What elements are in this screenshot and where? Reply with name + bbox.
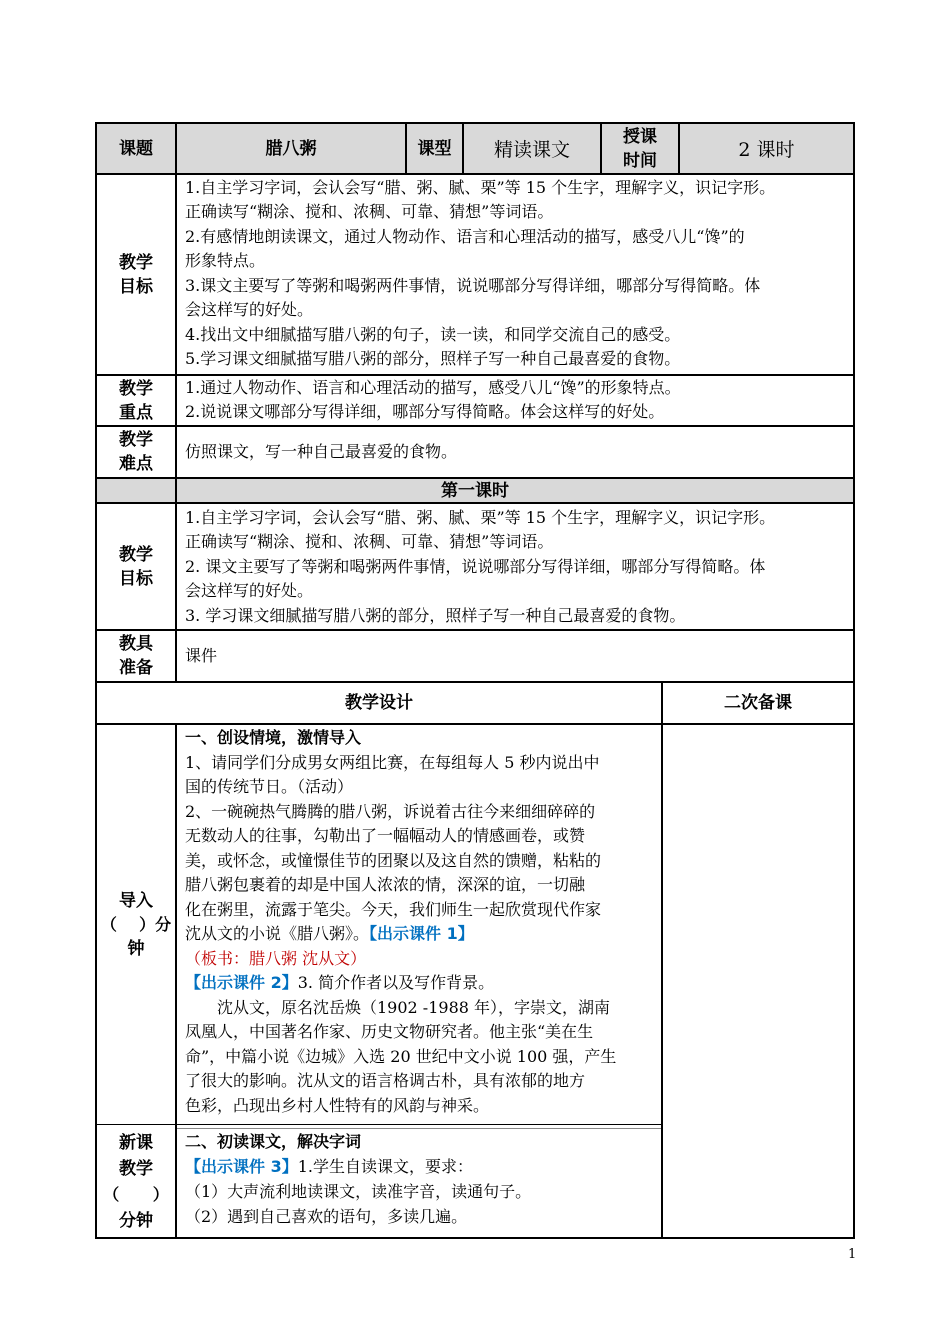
topic-label: 课题 bbox=[119, 138, 153, 159]
newlesson-heading: 二、初读课文，解决字词 bbox=[185, 1132, 362, 1151]
intro-label-line3: 钟 bbox=[127, 938, 145, 959]
topic-value: 腊八粥 bbox=[265, 138, 317, 159]
newlesson-req-2: （2）遇到自己喜欢的语句，多读几遍。 bbox=[185, 1207, 468, 1226]
goal-line-5: 3.课文主要写了等粥和喝粥两件事情，说说哪部分写得详细，哪部分写得简略。体 bbox=[185, 276, 761, 295]
page-number: 1 bbox=[848, 1247, 857, 1262]
difficulty-label bbox=[97, 427, 175, 477]
courseware-1-tag: 【出示课件 1】 bbox=[369, 924, 474, 943]
intro-label-line1: 导入 bbox=[119, 890, 153, 911]
newlesson-item1: 1.学生自读课文，要求： bbox=[297, 1157, 473, 1176]
intro-item3: 3. 简介作者以及写作背景。 bbox=[297, 973, 495, 992]
goal-line-4: 形象特点。 bbox=[185, 251, 266, 270]
newlesson-label-line3: （ ） bbox=[103, 1184, 169, 1204]
intro-label-line2: （ ）分 bbox=[100, 914, 172, 934]
hours-value: 2 课时 bbox=[738, 139, 795, 161]
difficulty-label-line2: 难点 bbox=[119, 454, 153, 474]
intro-p1-line-1: 1、请同学们分成男女两组比赛，在每组每人 5 秒内说出中 bbox=[185, 753, 600, 772]
difficulty-label-line1: 教学 bbox=[119, 430, 153, 450]
goals-label-line2: 目标 bbox=[119, 276, 153, 297]
intro-p2-line-3: 美，或怀念，或憧憬佳节的团聚以及这自然的馈赠，粘粘的 bbox=[185, 851, 602, 870]
keypoints-label bbox=[97, 376, 175, 425]
goal-line-6: 会这样写的好处。 bbox=[185, 300, 314, 319]
first-lesson-title: 第一课时 bbox=[441, 480, 509, 501]
intro-heading: 一、创设情境，激情导入 bbox=[185, 728, 362, 747]
first-goals-label bbox=[97, 504, 175, 629]
type-value: 精读课文 bbox=[493, 139, 570, 161]
intro-p2-line-2: 无数动人的往事，勾勒出了一幅幅动人的情感画卷，或赞 bbox=[185, 826, 586, 845]
goal-line-7: 4.找出文中细腻描写腊八粥的句子，读一读，和同学交流自己的感受。 bbox=[185, 325, 681, 344]
intro-p2-line-4: 腊八粥包裹着的却是中国人浓浓的情，深深的谊，一切融 bbox=[185, 875, 586, 894]
board-note: （板书：腊八粥 沈从文） bbox=[185, 949, 367, 968]
intro-p1-line-2: 国的传统节日。（活动） bbox=[185, 777, 354, 796]
tools-value: 课件 bbox=[185, 646, 218, 665]
intro-p2-line-5: 化在粥里，流露于笔尖。今天，我们师生一起欣赏现代作家 bbox=[185, 900, 602, 919]
author-line-2: 凤凰人，中国著名作家、历史文物研究者。他主张“美在生 bbox=[185, 1022, 594, 1041]
goals-label-line1: 教学 bbox=[119, 252, 153, 273]
goal-line-3: 2.有感情地朗读课文，通过人物动作、语言和心理活动的描写，感受八儿“馋”的 bbox=[185, 227, 745, 246]
hours-label-line1: 授课 bbox=[623, 126, 657, 147]
author-line-5: 色彩，凸现出乡村人性特有的风韵与神采。 bbox=[185, 1096, 490, 1115]
newlesson-label-line1: 新课 bbox=[119, 1132, 153, 1153]
newlesson-item1-line bbox=[185, 1155, 473, 1180]
first-goals-label-line1: 教学 bbox=[119, 544, 153, 565]
intro-p2-line-6 bbox=[185, 922, 474, 947]
keypoints-label-line1: 教学 bbox=[119, 378, 153, 399]
intro-p2-last: 沈从文的小说《腊八粥》。 bbox=[185, 924, 370, 943]
keypoint-line-2: 2.说说课文哪部分写得详细，哪部分写得简略。体会这样写的好处。 bbox=[185, 402, 665, 421]
tools-label-line1: 教具 bbox=[119, 634, 153, 654]
courseware-3-tag: 【出示课件 3】 bbox=[185, 1157, 298, 1176]
goal-line-2: 正确读写“糊涂、搅和、浓稠、可靠、猜想”等词语。 bbox=[185, 202, 554, 221]
intro-item3-line bbox=[185, 971, 494, 996]
type-label: 课型 bbox=[417, 138, 452, 159]
hours-label-line2: 时间 bbox=[623, 150, 657, 171]
first-goal-line-5: 3. 学习课文细腻描写腊八粥的部分，照样子写一种自己最喜爱的食物。 bbox=[185, 606, 686, 625]
first-goals-label-line2: 目标 bbox=[119, 568, 153, 589]
author-line-4: 了很大的影响。沈从文的语言格调古朴，具有浓郁的地方 bbox=[185, 1071, 586, 1090]
keypoint-line-1: 1.通过人物动作、语言和心理活动的描写，感受八儿“馋”的形象特点。 bbox=[185, 378, 681, 397]
author-line-1: 沈从文，原名沈岳焕（1902 -1988 年），字崇文，湖南 bbox=[217, 998, 611, 1017]
prep-column-header: 二次备课 bbox=[724, 693, 792, 713]
tools-label bbox=[97, 631, 175, 681]
first-goal-line-1: 1.自主学习字词，会认会写“腊、粥、腻、栗”等 15 个生字，理解字义，识记字形。 bbox=[185, 508, 776, 527]
goal-line-1: 1.自主学习字词，会认会写“腊、粥、腻、栗”等 15 个生字，理解字义，识记字形。 bbox=[185, 178, 776, 197]
design-column-header: 教学设计 bbox=[345, 693, 413, 713]
tools-label-line2: 准备 bbox=[119, 658, 153, 678]
newlesson-label-line2: 教学 bbox=[119, 1158, 153, 1179]
difficulty-text: 仿照课文，写一种自己最喜爱的食物。 bbox=[185, 442, 458, 461]
goals-label bbox=[97, 175, 175, 374]
newlesson-label bbox=[97, 1126, 175, 1237]
intro-p2-line-1: 2、一碗碗热气腾腾的腊八粥，诉说着古往今来细细碎碎的 bbox=[185, 802, 596, 821]
first-goal-line-3: 2. 课文主要写了等粥和喝粥两件事情，说说哪部分写得详细，哪部分写得简略。体 bbox=[185, 557, 766, 576]
courseware-2-tag: 【出示课件 2】 bbox=[185, 973, 298, 992]
goal-line-8: 5.学习课文细腻描写腊八粥的部分，照样子写一种自己最喜爱的食物。 bbox=[185, 349, 681, 368]
newlesson-req-1: （1）大声流利地读课文，读准字音，读通句子。 bbox=[185, 1182, 532, 1201]
first-goal-line-2: 正确读写“糊涂、搅和、浓稠、可靠、猜想”等词语。 bbox=[185, 532, 554, 551]
first-goal-line-4: 会这样写的好处。 bbox=[185, 581, 314, 600]
author-line-3: 命”，中篇小说《边城》入选 20 世纪中文小说 100 强，产生 bbox=[185, 1047, 617, 1066]
newlesson-label-line4: 分钟 bbox=[119, 1210, 153, 1231]
keypoints-label-line2: 重点 bbox=[119, 402, 153, 423]
hours-label bbox=[602, 124, 678, 173]
intro-label bbox=[97, 725, 175, 1124]
